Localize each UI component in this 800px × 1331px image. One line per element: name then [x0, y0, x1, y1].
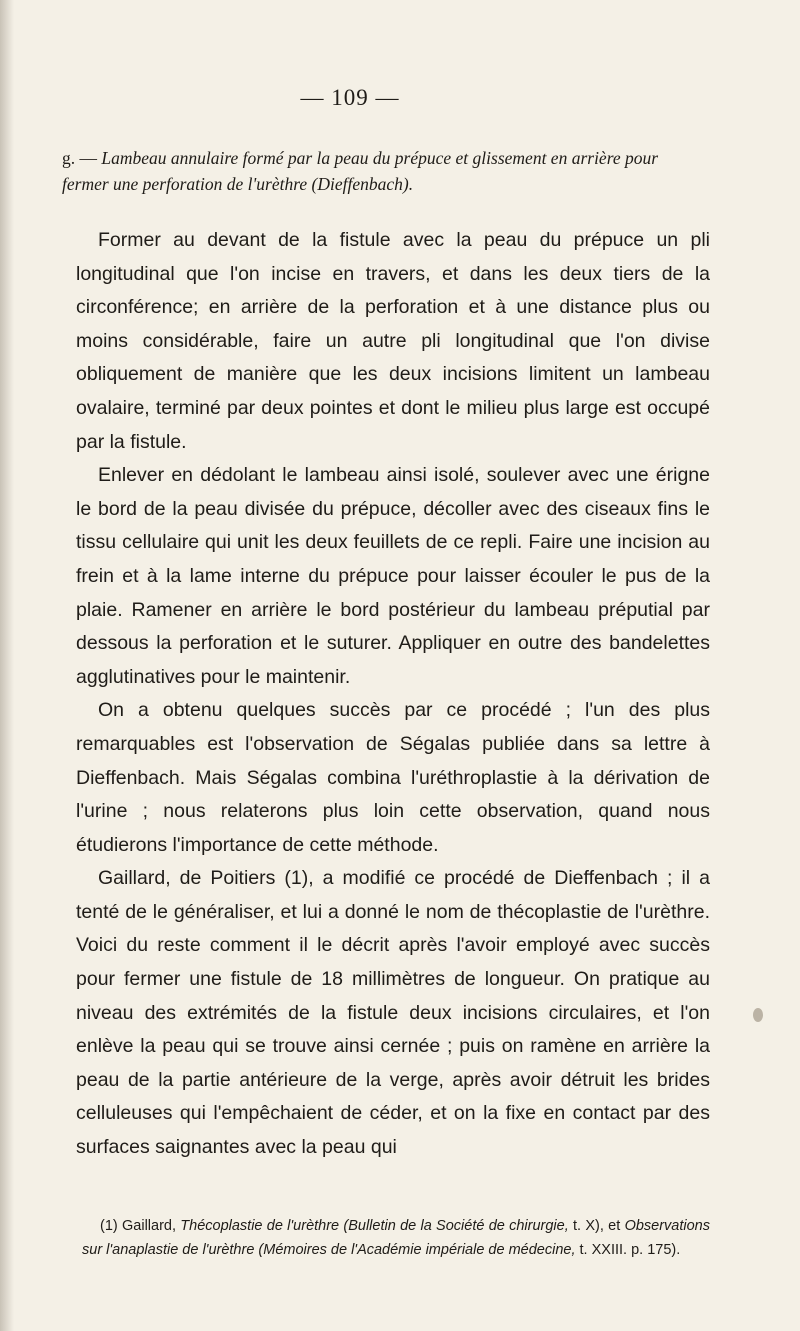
footnote-1 [82, 1214, 710, 1262]
footnotes [82, 1214, 710, 1262]
caption-lead: g. — [62, 148, 102, 168]
paragraph-4: Gaillard, de Poitiers (1), a modifié ce procédé de Dieffenbach ; il a tenté de le généraliser, et lui a donné le nom de thécoplastie de l'urèthre. Voici du reste comment il le décrit après l'avoir employé avec succès pour fermer une fistule de 18 millimètres de longueur. On pratique au niveau des extrémités de la fistule deux incisions circulaires, et l'on enlève la peau qui se trouve ainsi cernée ; puis on ramène en arrière la peau de la partie antérieure de la verge, après avoir détruit les brides celluleuses qui l'empêchaient de céder, et on la fixe en contact par des surfaces saignantes avec la peau qui [76, 867, 710, 1159]
paragraph-1: Former au devant de la fistule avec la peau du prépuce un pli longitudinal que l'on incise en travers, et dans les deux tiers de la circonférence; en arrière de la perforation et à une distance plus ou moins considérable, faire un autre pli longitudinal que l'on divise obliquement de manière que les deux incisions limitent un lambeau ovalaire, terminé par deux pointes et dont le milieu plus large est occupé par la fistule. [76, 229, 710, 453]
footnote-title-2: Observations sur l'anaplastie de l'urèthre (Mémoires de l'Académie impériale de médecine, [82, 1218, 710, 1258]
ink-spot [753, 1008, 763, 1022]
footnote-middle-1: t. X), et [568, 1218, 625, 1234]
page-number-header: — 109 — [300, 85, 400, 110]
body-text [76, 224, 710, 1165]
footnote-title-1: Thécoplastie de l'urèthre (Bulletin de la Société de chirurgie, [180, 1218, 569, 1234]
page-edge-shadow [0, 0, 14, 1331]
paragraph-3: On a obtenu quelques succès par ce procédé ; l'un des plus remarquables est l'observation de Ségalas publiée dans sa lettre à Dieffenbach. Mais Ségalas combina l'uréthroplastie à la dérivation de l'urine ; nous relaterons plus loin cette observation, quand nous étudierons l'importance de cette méthode. [76, 699, 710, 856]
footnote-lead: (1) Gaillard, [100, 1218, 181, 1234]
caption-text: Lambeau annulaire formé par la peau du prépuce et glissement en arrière pour fermer une perforation de l'urèthre (Dieffenbach). [62, 148, 659, 194]
paragraph-2: Enlever en dédolant le lambeau ainsi isolé, soulever avec une érigne le bord de la peau divisée du prépuce, décoller avec des ciseaux fins le tissu cellulaire qui unit les deux feuillets de ce repli. Faire une incision au frein et à la lame interne du prépuce pour laisser écouler le pus de la plaie. Ramener en arrière le bord postérieur du lambeau préputial par dessous la perforation et le suturer. Appliquer en outre des bandelettes agglutinatives pour le maintenir. [76, 464, 710, 688]
footnote-middle-2: t. XXIII. p. 175). [575, 1242, 681, 1258]
figure-caption [62, 145, 682, 197]
